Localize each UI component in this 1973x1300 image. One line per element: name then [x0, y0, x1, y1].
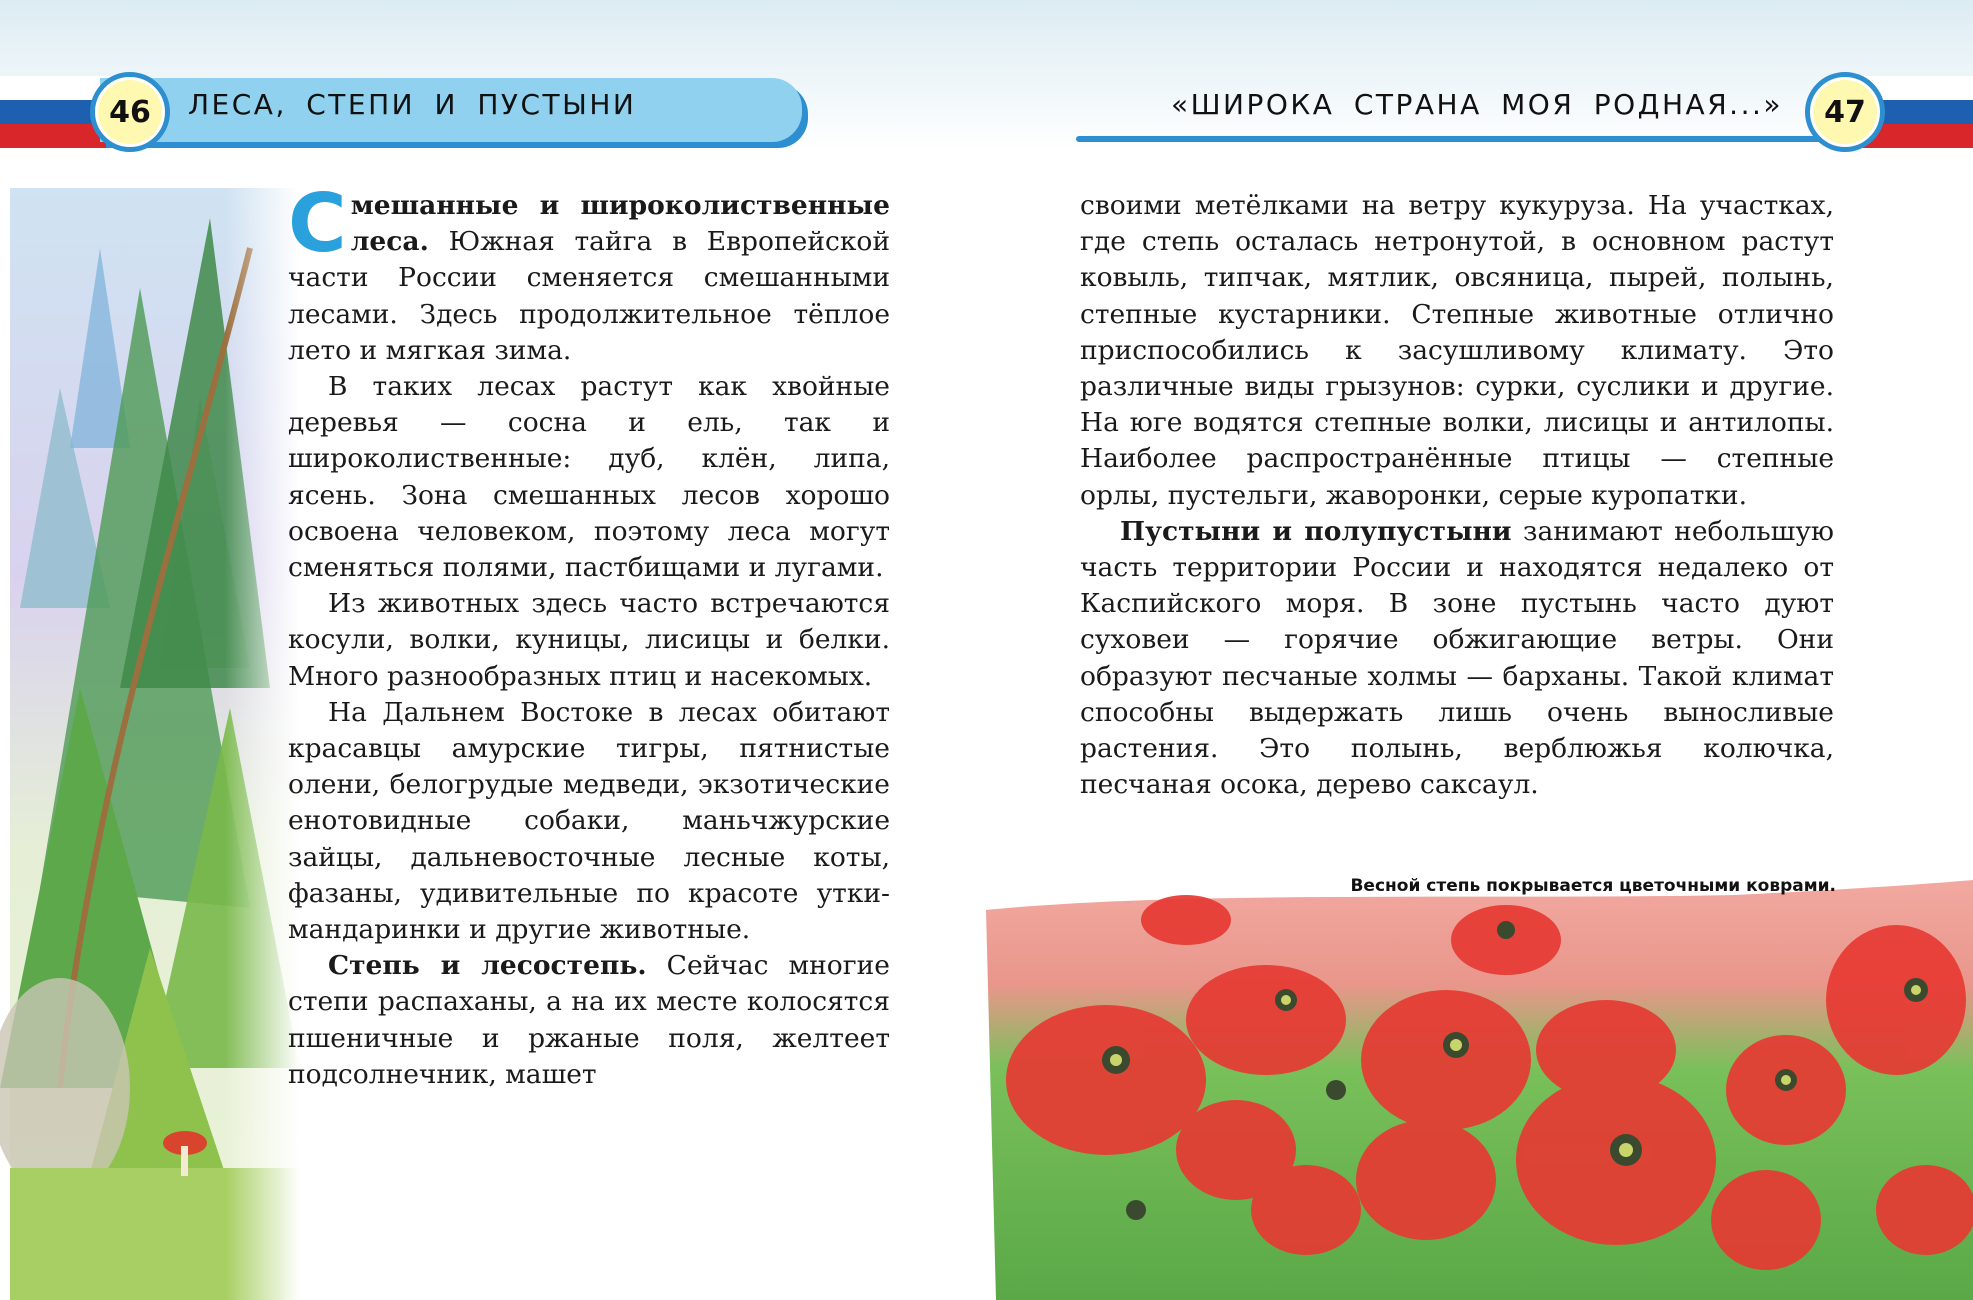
- heading-mixed-forests: мешанные и широколиственные леса.: [350, 190, 890, 258]
- forest-illustration: [0, 188, 300, 1300]
- heading-steppe: Степь и лесостепь.: [328, 950, 647, 982]
- left-page-title: ЛЕСА, СТЕПИ И ПУСТЫНИ: [188, 88, 637, 121]
- paragraph-far-east: На Дальнем Востоке в лесах обитают красавцы амурские тигры, пятнистые олени, белогрудые медведи, экзотические енотовидные собаки, маньчжурские зайцы, дальневосточные лесные коты, фазаны, удивительные по красоте утки-мандаринки и другие животные.: [288, 696, 890, 946]
- paragraph-deserts: [1080, 514, 1834, 804]
- right-column-text: [1080, 188, 1834, 803]
- paragraph-steppe-continued: своими метёлками на ветру кукуруза. На участках, где степь осталась нетронутой, в основном растут ковыль, типчак, мятлик, овсяница, пырей, полынь, степные кустарники. Степные животные отлично приспособились к засушливому климату. Это различные виды грызунов: сурки, суслики и другие. На юге водятся степные волки, лисицы и антилопы. Наиболее распространённые птицы — степные орлы, пустельги, жаворонки, серые куропатки.: [1080, 190, 1834, 511]
- right-page-title: «ШИРОКА СТРАНА МОЯ РОДНАЯ...»: [1170, 88, 1783, 121]
- right-header-rule: [1076, 136, 1836, 142]
- paragraph-mixed-forests: [288, 177, 890, 369]
- page-number-right: 47: [1805, 72, 1885, 152]
- paragraph-steppe: [288, 948, 890, 1093]
- paragraph-trees: В таких лесах растут как хвойные деревья — сосна и ель, так и широколиственные: дуб, клён, липа, ясень. Зона смешанных лесов хорошо освоена человеком, поэтому леса могут сменяться полями, пастбищами и лугами.: [288, 371, 890, 584]
- illustration-caption: Весной степь покрывается цветочными коврами.: [1350, 876, 1836, 896]
- left-column-text: [288, 177, 890, 1093]
- paragraph-text: Южная тайга в Европейской части России сменяется смешанными лесами. Здесь продолжительное тёплое лето и мягкая зима.: [288, 226, 890, 366]
- paragraph-text: занимают небольшую часть территории России и находятся недалеко от Каспийского моря. В зоне пустынь часто дуют суховеи — горячие обжигающие ветры. Они образуют песчаные холмы — барханы. Такой климат способны выдержать лишь очень выносливые растения. Это полынь, верблюжья колючка, песчаная осока, дерево саксаул.: [1080, 515, 1834, 801]
- page-number-left: 46: [90, 72, 170, 152]
- poppy-field-illustration: [986, 880, 1973, 1300]
- paragraph-animals: Из животных здесь часто встречаются косули, волки, куницы, лисицы и белки. Много разнообразных птиц и насекомых.: [288, 588, 890, 692]
- drop-cap: С: [288, 177, 347, 270]
- heading-deserts: Пустыни и полупустыни: [1120, 515, 1512, 547]
- paragraph-text: Сейчас многие степи распаханы, а на их месте колосятся пшеничные и ржаные поля, желтеет подсолнечник, машет: [288, 950, 890, 1090]
